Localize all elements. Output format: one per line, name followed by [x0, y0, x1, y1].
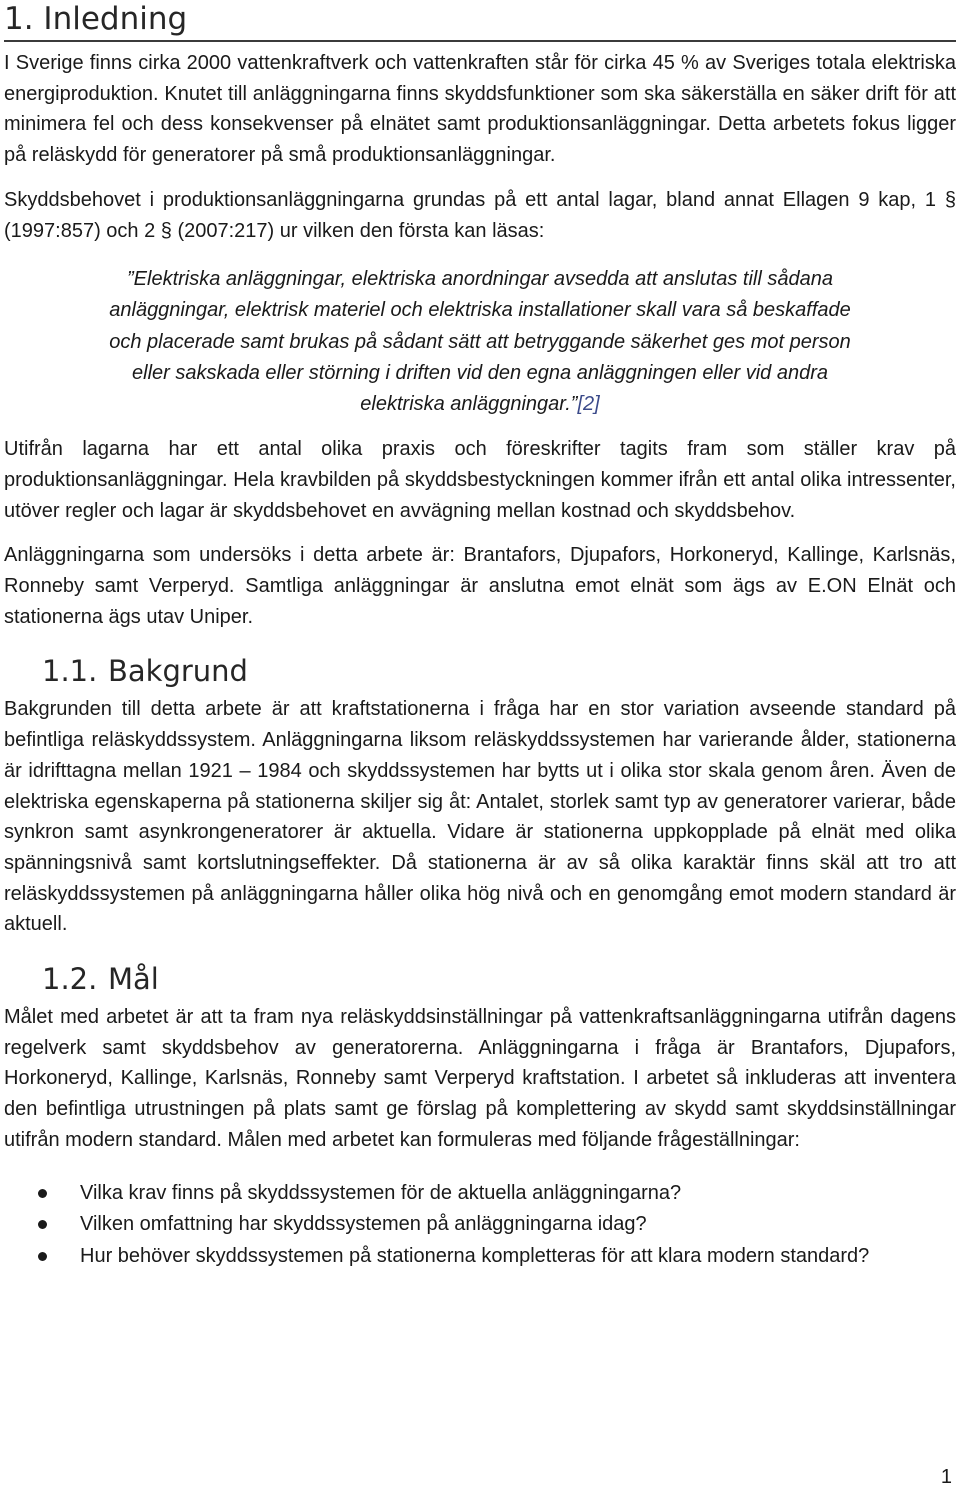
- list-item: Hur behöver skyddssystemen på stationerna kompletteras för att klara modern standard?: [4, 1241, 956, 1272]
- law-quote: [4, 264, 956, 420]
- section-heading-bakgrund: [4, 654, 956, 688]
- question-list: [4, 1178, 956, 1272]
- document-page: [4, 0, 956, 1272]
- page-number: 1: [940, 1466, 952, 1488]
- section-title: Bakgrund: [108, 654, 248, 689]
- section-number: 1.1.: [42, 654, 98, 689]
- intro-paragraph-2: Skyddsbehovet i produktionsanläggningarna grundas på ett antal lagar, bland annat Ellagen 9 kap, 1 § (1997:857) och 2 § (2007:217) ur vilken den första kan läsas:: [4, 188, 956, 242]
- section-number: 1.2.: [42, 962, 98, 997]
- heading-divider: [4, 40, 956, 42]
- law-quote-text: ”Elektriska anläggningar, elektriska anordningar avsedda att anslutas till sådana anläggningar, elektrisk materiel och elektriska installationer skall vara så beskaffade och placerade samt brukas på sådant sätt att betryggande säkerhet ges mot person eller sakskada eller störning i driften vid den egna anläggningen eller vid andra elektriska anläggningar.”: [109, 268, 851, 416]
- list-item: Vilka krav finns på skyddssystemen för de aktuella anläggningarna?: [4, 1178, 956, 1209]
- section-heading-mal: [4, 962, 956, 996]
- bullet-icon: [38, 1220, 47, 1229]
- bakgrund-paragraph: Bakgrunden till detta arbete är att kraftstationerna i fråga har en stor variation avseende standard på befintliga reläskyddssystem. Anläggningarna liksom reläskyddssystemen har varierande ålder, stationerna är idrifttagna mellan 1921 – 1984 och skyddssystemen har bytts ut i olika stor skala genom åren. Även de elektriska egenskaperna på stationerna skiljer sig åt: Antalet, storlek samt typ av generatorer varierar, både synkron samt asynkrongeneratorer är aktuella. Vidare är stationerna uppkopplade på elnät med olika spänningsnivå samt kortslutningseffekter. Då stationerna är av så olika karaktär finns skäl att tro att reläskyddssystemen på anläggningarna håller olika hög nivå och en genomgång emot modern standard är aktuell.: [4, 698, 956, 936]
- section-title: Mål: [108, 962, 159, 997]
- citation-reference: [2]: [577, 393, 600, 416]
- list-item: Vilken omfattning har skyddssystemen på anläggningarna idag?: [4, 1209, 956, 1240]
- intro-paragraph-1: I Sverige finns cirka 2000 vattenkraftverk och vattenkraften står för cirka 45 % av Sveriges totala elektriska energiproduktion. Knutet till anläggningarna finns skyddsfunktioner som ska säkerställa en säker drift för att minimera fel och dess konsekvenser på elnätet samt produktionsanläggningar. Detta arbetets fokus ligger på reläskydd för generatorer på små produktionsanläggningar.: [4, 52, 956, 167]
- mal-paragraph: Målet med arbetet är att ta fram nya reläskyddsinställningar på vattenkraftsanläggningarna utifrån dagens regelverk samt skyddsbehov av generatorerna. Anläggningarna i fråga är Brantafors, Djupafors, Horkoneryd, Kallinge, Karlsnäs, Ronneby samt Verperyd kraftstation. I arbetet så inkluderas att inventera den befintliga utrustningen på plats samt ge förslag på komplettering av skydd samt skyddsinställningar utifrån modern standard. Målen med arbetet kan formuleras med följande frågeställningar:: [4, 1006, 956, 1151]
- bullet-icon: [38, 1252, 47, 1261]
- intro-paragraph-4: Anläggningarna som undersöks i detta arbete är: Brantafors, Djupafors, Horkoneryd, Kallinge, Karlsnäs, Ronneby samt Verperyd. Samtliga anläggningar är anslutna emot elnät som ägs av E.ON Elnät och stationerna ägs utav Uniper.: [4, 544, 956, 628]
- chapter-heading: 1. Inledning: [4, 1, 188, 37]
- bullet-icon: [38, 1189, 47, 1198]
- intro-paragraph-3: Utifrån lagarna har ett antal olika praxis och föreskrifter tagits fram som ställer krav på produktionsanläggningar. Hela kravbilden på skyddsbestyckningen kommer ifrån ett antal olika intressenter, utöver regler och lagar är skyddsbehovet en avvägning mellan kostnad och skyddsbehov.: [4, 438, 956, 522]
